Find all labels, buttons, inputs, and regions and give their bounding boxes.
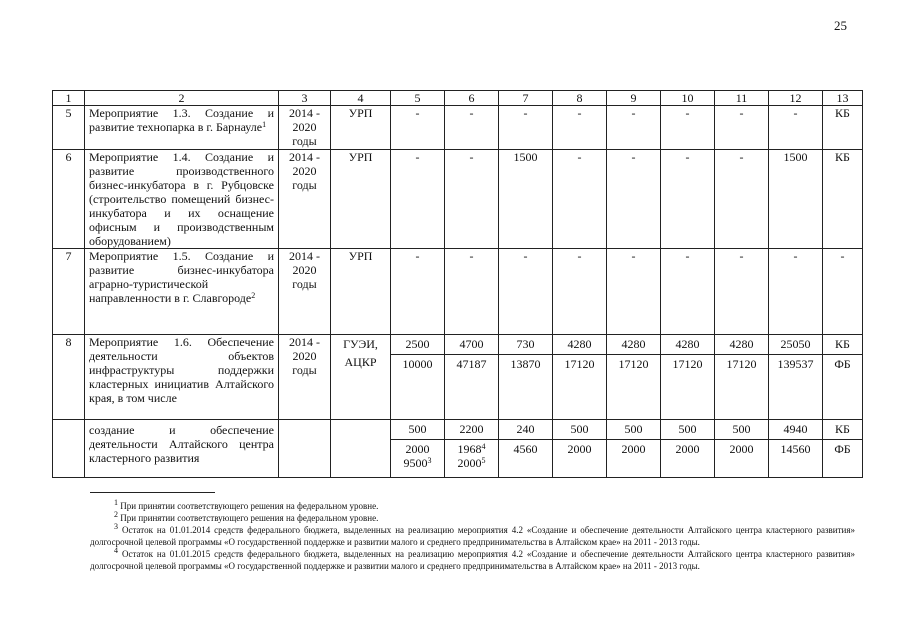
value-cell: - — [499, 249, 553, 335]
value-cell: - — [553, 106, 607, 150]
table-row — [53, 249, 863, 335]
measure-description: Мероприятие 1.5. Создание и развитие бизнес-инкубатора аграрно-туристической направленности в г. Славгороде$^2$ — [85, 249, 279, 335]
value-cell: - — [445, 249, 499, 335]
value-cell: 500 2000 — [607, 420, 661, 478]
table-row — [53, 420, 863, 478]
value-cell: - — [661, 106, 715, 150]
value-cell: - — [769, 249, 823, 335]
table-row — [53, 335, 863, 420]
value-cell: 4280 17120 — [661, 335, 715, 420]
value-cell: - — [553, 249, 607, 335]
header-cell: 10 — [661, 91, 715, 106]
header-cell: 2 — [85, 91, 279, 106]
value-cell: - — [607, 106, 661, 150]
value-cell: - — [715, 150, 769, 249]
value-cell: - — [769, 106, 823, 150]
row-number: 5 — [53, 106, 85, 150]
header-cell: 1 — [53, 91, 85, 106]
executor-cell: ГУЭИ, АЦКР — [331, 335, 391, 420]
period-cell — [279, 420, 331, 478]
executor-cell — [331, 420, 391, 478]
executor-cell: УРП — [331, 106, 391, 150]
value-cell: 4280 17120 — [715, 335, 769, 420]
value-cell: - — [391, 150, 445, 249]
period-cell: 2014 - 2020 годы — [279, 106, 331, 150]
source-cell: КБ ФБ — [823, 335, 863, 420]
header-cell: 12 — [769, 91, 823, 106]
row-number — [53, 420, 85, 478]
value-cell: 2500 10000 — [391, 335, 445, 420]
footnote: $^4$ Остаток на 01.01.2015 средств федерального бюджета, выделенных на реализацию мероприятия 4.2 «Создание и обеспечение деятельности Алтайского центра кластерного развития» долгосрочной целевой программы «О государственной поддержке и развитии малого и среднего предпринимательства в Алтайском крае» на 2011 - 2013 годы. — [90, 546, 855, 571]
value-cell: - — [607, 150, 661, 249]
value-cell: 4280 17120 — [553, 335, 607, 420]
footnote: $^1$ При принятии соответствующего решения на федеральном уровне. — [114, 498, 379, 511]
value-cell: - — [553, 150, 607, 249]
value-cell: - — [391, 106, 445, 150]
period-cell: 2014 - 2020 годы — [279, 335, 331, 420]
value-cell: 730 13870 — [499, 335, 553, 420]
value-cell: 500 2000 — [661, 420, 715, 478]
footnote: $^3$ Остаток на 01.01.2014 средств федерального бюджета, выделенных на реализацию мероприятия 4.2 «Создание и обеспечение деятельности Алтайского центра кластерного развития» долгосрочной целевой программы «О государственной поддержке и развитии малого и среднего предпринимательства в Алтайском крае» на 2011 - 2013 годы. — [90, 522, 855, 547]
value-cell: - — [391, 249, 445, 335]
value-cell: 25050 139537 — [769, 335, 823, 420]
header-cell: 7 — [499, 91, 553, 106]
header-cell: 5 — [391, 91, 445, 106]
table-row — [53, 150, 863, 249]
value-cell: - — [661, 249, 715, 335]
header-cell: 13 — [823, 91, 863, 106]
value-cell: - — [445, 150, 499, 249]
footnote: $^2$ При принятии соответствующего решения на федеральном уровне. — [114, 510, 379, 523]
source-cell: КБ ФБ — [823, 420, 863, 478]
footnotes — [90, 500, 855, 572]
measure-description: Мероприятие 1.6. Обеспечение деятельности объектов инфраструктуры поддержки кластерных инициатив Алтайского края, в том числе — [85, 335, 279, 420]
header-cell: 9 — [607, 91, 661, 106]
executor-cell: УРП — [331, 249, 391, 335]
value-cell: 500 2000 — [553, 420, 607, 478]
value-cell: - — [607, 249, 661, 335]
header-cell: 6 — [445, 91, 499, 106]
measure-description: создание и обеспечение деятельности Алтайского центра кластерного развития — [85, 420, 279, 478]
header-cell: 8 — [553, 91, 607, 106]
measure-description: Мероприятие 1.4. Создание и развитие производственного бизнес-инкубатора в г. Рубцовске (строительство помещений бизнес-инкубатора и их оснащение офисным и производственным оборудованием) — [85, 150, 279, 249]
source-cell: КБ — [823, 106, 863, 150]
value-cell: - — [661, 150, 715, 249]
value-cell: 1500 — [769, 150, 823, 249]
value-cell: - — [715, 249, 769, 335]
source-cell: - — [823, 249, 863, 335]
value-cell: 2200 1968$^4$ 2000$^5$ — [445, 420, 499, 478]
value-cell: - — [715, 106, 769, 150]
footnote-divider — [90, 492, 215, 493]
program-table — [52, 90, 863, 478]
value-cell: 4940 14560 — [769, 420, 823, 478]
value-cell: 240 4560 — [499, 420, 553, 478]
value-cell: 500 2000 9500$^3$ — [391, 420, 445, 478]
value-cell: 1500 — [499, 150, 553, 249]
page-number: 25 — [834, 18, 847, 33]
value-cell: 4280 17120 — [607, 335, 661, 420]
value-cell: 4700 47187 — [445, 335, 499, 420]
header-row — [53, 91, 863, 106]
source-cell: КБ — [823, 150, 863, 249]
period-cell: 2014 - 2020 годы — [279, 150, 331, 249]
row-number: 8 — [53, 335, 85, 420]
table-row — [53, 106, 863, 150]
row-number: 7 — [53, 249, 85, 335]
period-cell: 2014 - 2020 годы — [279, 249, 331, 335]
header-cell: 3 — [279, 91, 331, 106]
header-cell: 4 — [331, 91, 391, 106]
measure-description: Мероприятие 1.3. Создание и развитие технопарка в г. Барнауле$^1$ — [85, 106, 279, 150]
value-cell: - — [499, 106, 553, 150]
row-number: 6 — [53, 150, 85, 249]
value-cell: - — [445, 106, 499, 150]
executor-cell: УРП — [331, 150, 391, 249]
value-cell: 500 2000 — [715, 420, 769, 478]
header-cell: 11 — [715, 91, 769, 106]
